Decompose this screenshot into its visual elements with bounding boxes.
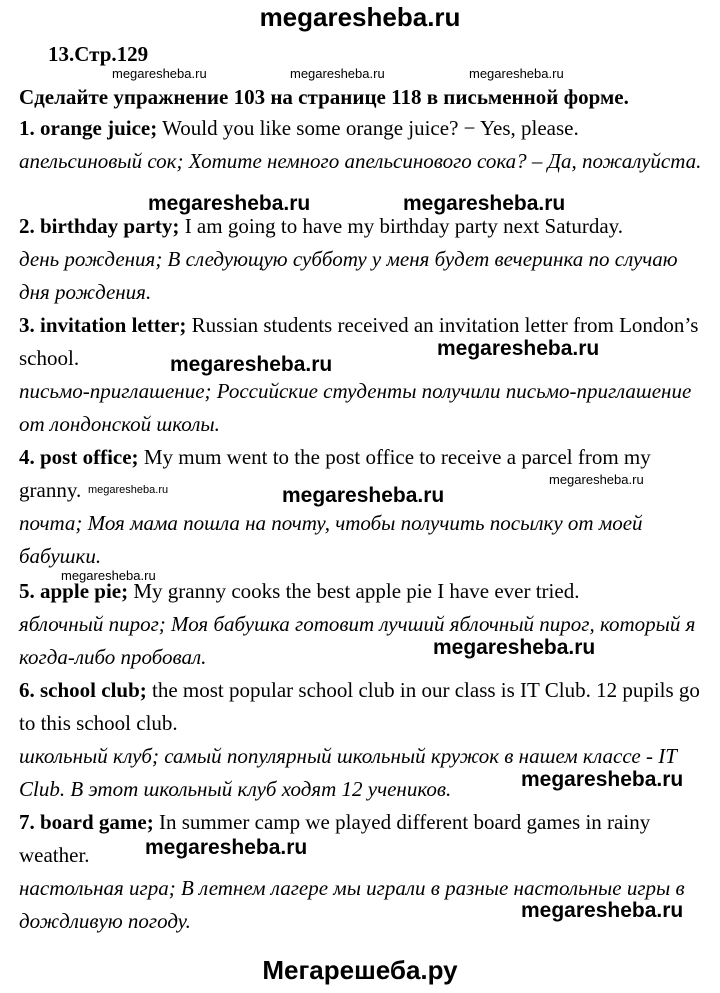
english-sentence (19, 210, 709, 243)
term: 2. birthday party; (19, 214, 180, 238)
watermark: megaresheba.ru (290, 66, 385, 81)
watermark: megaresheba.ru (549, 472, 644, 487)
watermark: megaresheba.ru (469, 66, 564, 81)
sentence: My mum went to the post office to receive a parcel from my granny. (19, 445, 651, 502)
list-item (19, 575, 709, 674)
list-item (19, 210, 709, 309)
sentence: Russian students received an invitation letter from London’s school. (19, 313, 699, 370)
watermark: megaresheba.ru (88, 484, 169, 496)
russian-translation: почта; Моя мама пошла на почту, чтобы получить посылку от моей бабушки. (19, 511, 643, 568)
term: 1. orange juice; (19, 116, 158, 140)
watermark: megaresheba.ru (282, 484, 445, 507)
watermark: megaresheba.ru (433, 636, 596, 659)
task-instruction: Сделайте упражнение 103 на странице 118 в письменной форме. (19, 85, 629, 109)
sentence: In summer camp we played different board games in rainy weather. (19, 810, 651, 867)
sentence: I am going to have my birthday party next Saturday. (179, 214, 624, 238)
sentence: the most popular school club in our class is IT Club. 12 pupils go to this school club. (19, 678, 700, 735)
english-sentence (19, 309, 709, 375)
exercise-number: 13.Стр.129 (48, 42, 149, 66)
site-header-link[interactable]: megaresheba.ru (259, 2, 461, 32)
english-sentence (19, 674, 709, 740)
site-footer-link[interactable]: Мегарешеба.ру (262, 955, 458, 985)
watermark: megaresheba.ru (170, 353, 333, 376)
russian-translation: день рождения; В следующую субботу у меня будет вечеринка по случаю дня рождения. (19, 247, 678, 304)
russian-translation: школьный клуб; самый популярный школьный кружок в нашем классе - IT Club. В этот школьный клуб ходят 12 учеников. (19, 744, 677, 801)
watermark: megaresheba.ru (61, 568, 156, 583)
watermark: megaresheba.ru (437, 337, 600, 360)
watermark: megaresheba.ru (521, 899, 684, 922)
sentence: Would you like some orange juice? − Yes, please. (157, 116, 579, 140)
watermark: megaresheba.ru (521, 768, 684, 791)
watermark: megaresheba.ru (148, 192, 311, 215)
watermark: megaresheba.ru (112, 66, 207, 81)
term: 7. board game; (19, 810, 154, 834)
russian-translation: настольная игра; В летнем лагере мы играли в разные настольные игры в дождливую погоду. (19, 876, 685, 933)
sentence: My granny cooks the best apple pie I have ever tried. (128, 579, 580, 603)
list-item (19, 112, 709, 178)
term: 5. apple pie; (19, 579, 129, 603)
watermark: megaresheba.ru (145, 836, 308, 859)
list-item (19, 309, 709, 441)
watermark: megaresheba.ru (403, 192, 566, 215)
term: 3. invitation letter; (19, 313, 187, 337)
term: 4. post office; (19, 445, 139, 469)
russian-translation: апельсиновый сок; Хотите немного апельсинового сока? – Да, пожалуйста. (19, 149, 702, 173)
russian-translation: письмо-приглашение; Российские студенты получили письмо-приглашение от лондонской школы. (19, 379, 692, 436)
english-sentence (19, 112, 709, 145)
english-sentence (19, 806, 709, 872)
russian-translation: яблочный пирог; Моя бабушка готовит лучший яблочный пирог, который я когда-либо пробовал. (19, 612, 696, 669)
term: 6. school club; (19, 678, 147, 702)
